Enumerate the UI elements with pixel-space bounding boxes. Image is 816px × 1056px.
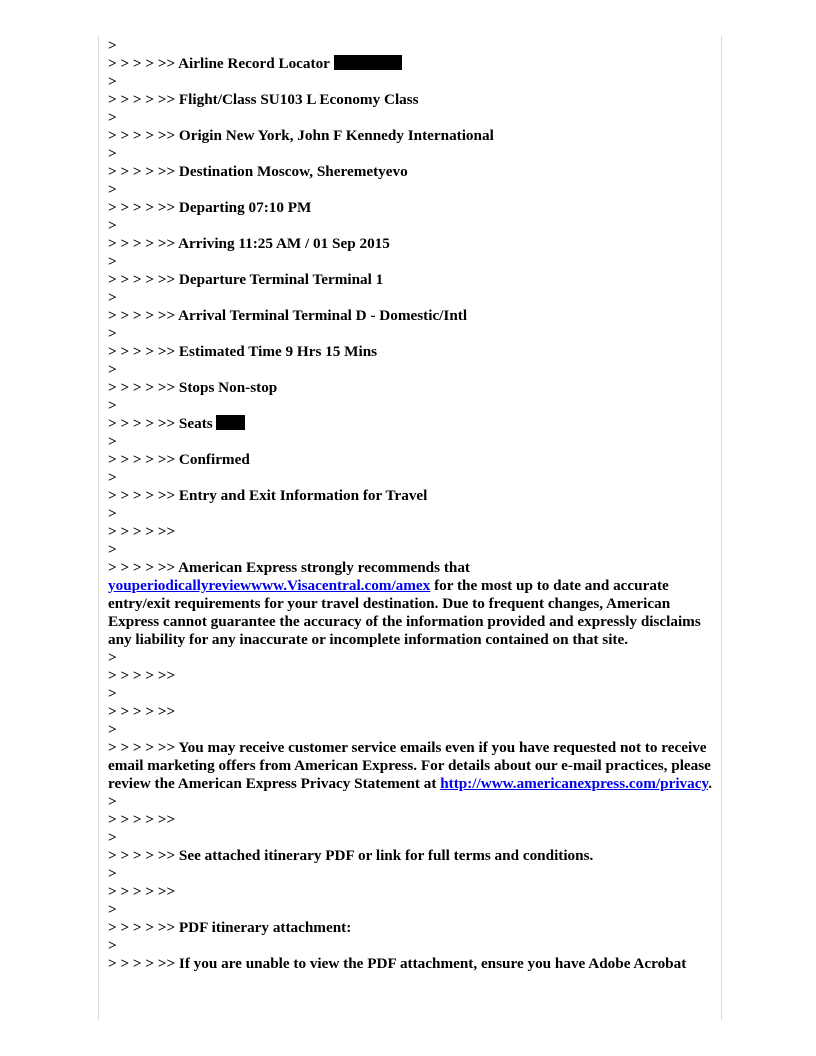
pdf-help-line: > > > > >> If you are unable to view the PDF attachment, ensure you have Adobe Acrobat <box>108 955 687 972</box>
quote-marker-line: > <box>108 253 117 270</box>
quote-marker-line: > <box>108 649 117 666</box>
origin-line: > > > > >> Origin New York, John F Kennedy International <box>108 127 494 144</box>
quote-marker-line: > <box>108 901 117 918</box>
empty-quote-line: > > > > >> <box>108 811 176 828</box>
empty-quote-line: > > > > >> <box>108 523 176 540</box>
quote-marker-line: > <box>108 325 117 342</box>
quote-marker-line: > <box>108 181 117 198</box>
redaction-block <box>334 55 402 70</box>
quote-marker-line: > <box>108 721 117 738</box>
quote-marker-line: > <box>108 685 117 702</box>
visacentral-link[interactable]: youperiodicallyreviewwww.Visacentral.com/amex <box>108 577 431 594</box>
quote-marker-line: > <box>108 793 117 810</box>
quote-marker-line: > <box>108 397 117 414</box>
redaction-block <box>216 415 245 430</box>
quote-marker-line: > <box>108 217 117 234</box>
privacy-link[interactable]: http://www.americanexpress.com/privacy <box>440 775 709 792</box>
pdf-attachment-line: > > > > >> PDF itinerary attachment: <box>108 919 352 936</box>
empty-quote-line: > > > > >> <box>108 667 176 684</box>
quote-marker-line: > <box>108 361 117 378</box>
quote-marker-line: > <box>108 73 117 90</box>
estimated-time-line: > > > > >> Estimated Time 9 Hrs 15 Mins <box>108 343 378 360</box>
flight-class-line: > > > > >> Flight/Class SU103 L Economy Class <box>108 91 419 108</box>
seats-line: > > > > >> Seats <box>108 415 712 433</box>
privacy-statement-paragraph: > > > > >> You may receive customer service emails even if you have requested not to receive email marketing offers from American Express. For details about our e-mail practices, please review the American Express Privacy Statement at http://www.americanexpress.com/privacy. <box>108 739 713 792</box>
visa-recommendation-paragraph: > > > > >> American Express strongly recommends that youperiodicallyreviewwww.Visacentral.com/amex for the most up to date and accurate entry/exit requirements for your travel destination. Due to frequent changes, American Express cannot guarantee the accuracy of the information provided and expressly disclaims any liability for any inaccurate or incomplete information contained on that site. <box>108 559 701 648</box>
destination-line: > > > > >> Destination Moscow, Sheremetyevo <box>108 163 408 180</box>
departing-line: > > > > >> Departing 07:10 PM <box>108 199 312 216</box>
email-quoted-content <box>108 37 712 973</box>
quote-marker-line: > <box>108 505 117 522</box>
quote-marker-line: > <box>108 109 117 126</box>
quote-marker-line: > <box>108 865 117 882</box>
record-locator-line: > > > > >> Airline Record Locator <box>108 55 712 73</box>
entry-exit-heading-line: > > > > >> Entry and Exit Information for Travel <box>108 487 428 504</box>
quote-marker-line: > <box>108 829 117 846</box>
departure-terminal-line: > > > > >> Departure Terminal Terminal 1 <box>108 271 384 288</box>
quote-marker-line: > <box>108 289 117 306</box>
empty-quote-line: > > > > >> <box>108 703 176 720</box>
stops-line: > > > > >> Stops Non-stop <box>108 379 278 396</box>
quote-marker-line: > <box>108 541 117 558</box>
quote-marker-line: > <box>108 469 117 486</box>
empty-quote-line: > > > > >> <box>108 883 176 900</box>
quote-marker-line: > <box>108 433 117 450</box>
arriving-line: > > > > >> Arriving 11:25 AM / 01 Sep 2015 <box>108 235 390 252</box>
quote-marker-line: > <box>108 937 117 954</box>
terms-line: > > > > >> See attached itinerary PDF or link for full terms and conditions. <box>108 847 594 864</box>
quote-marker-line: > <box>108 145 117 162</box>
confirmed-line: > > > > >> Confirmed <box>108 451 250 468</box>
quote-marker-line: > <box>108 37 117 54</box>
arrival-terminal-line: > > > > >> Arrival Terminal Terminal D - Domestic/Intl <box>108 307 468 324</box>
